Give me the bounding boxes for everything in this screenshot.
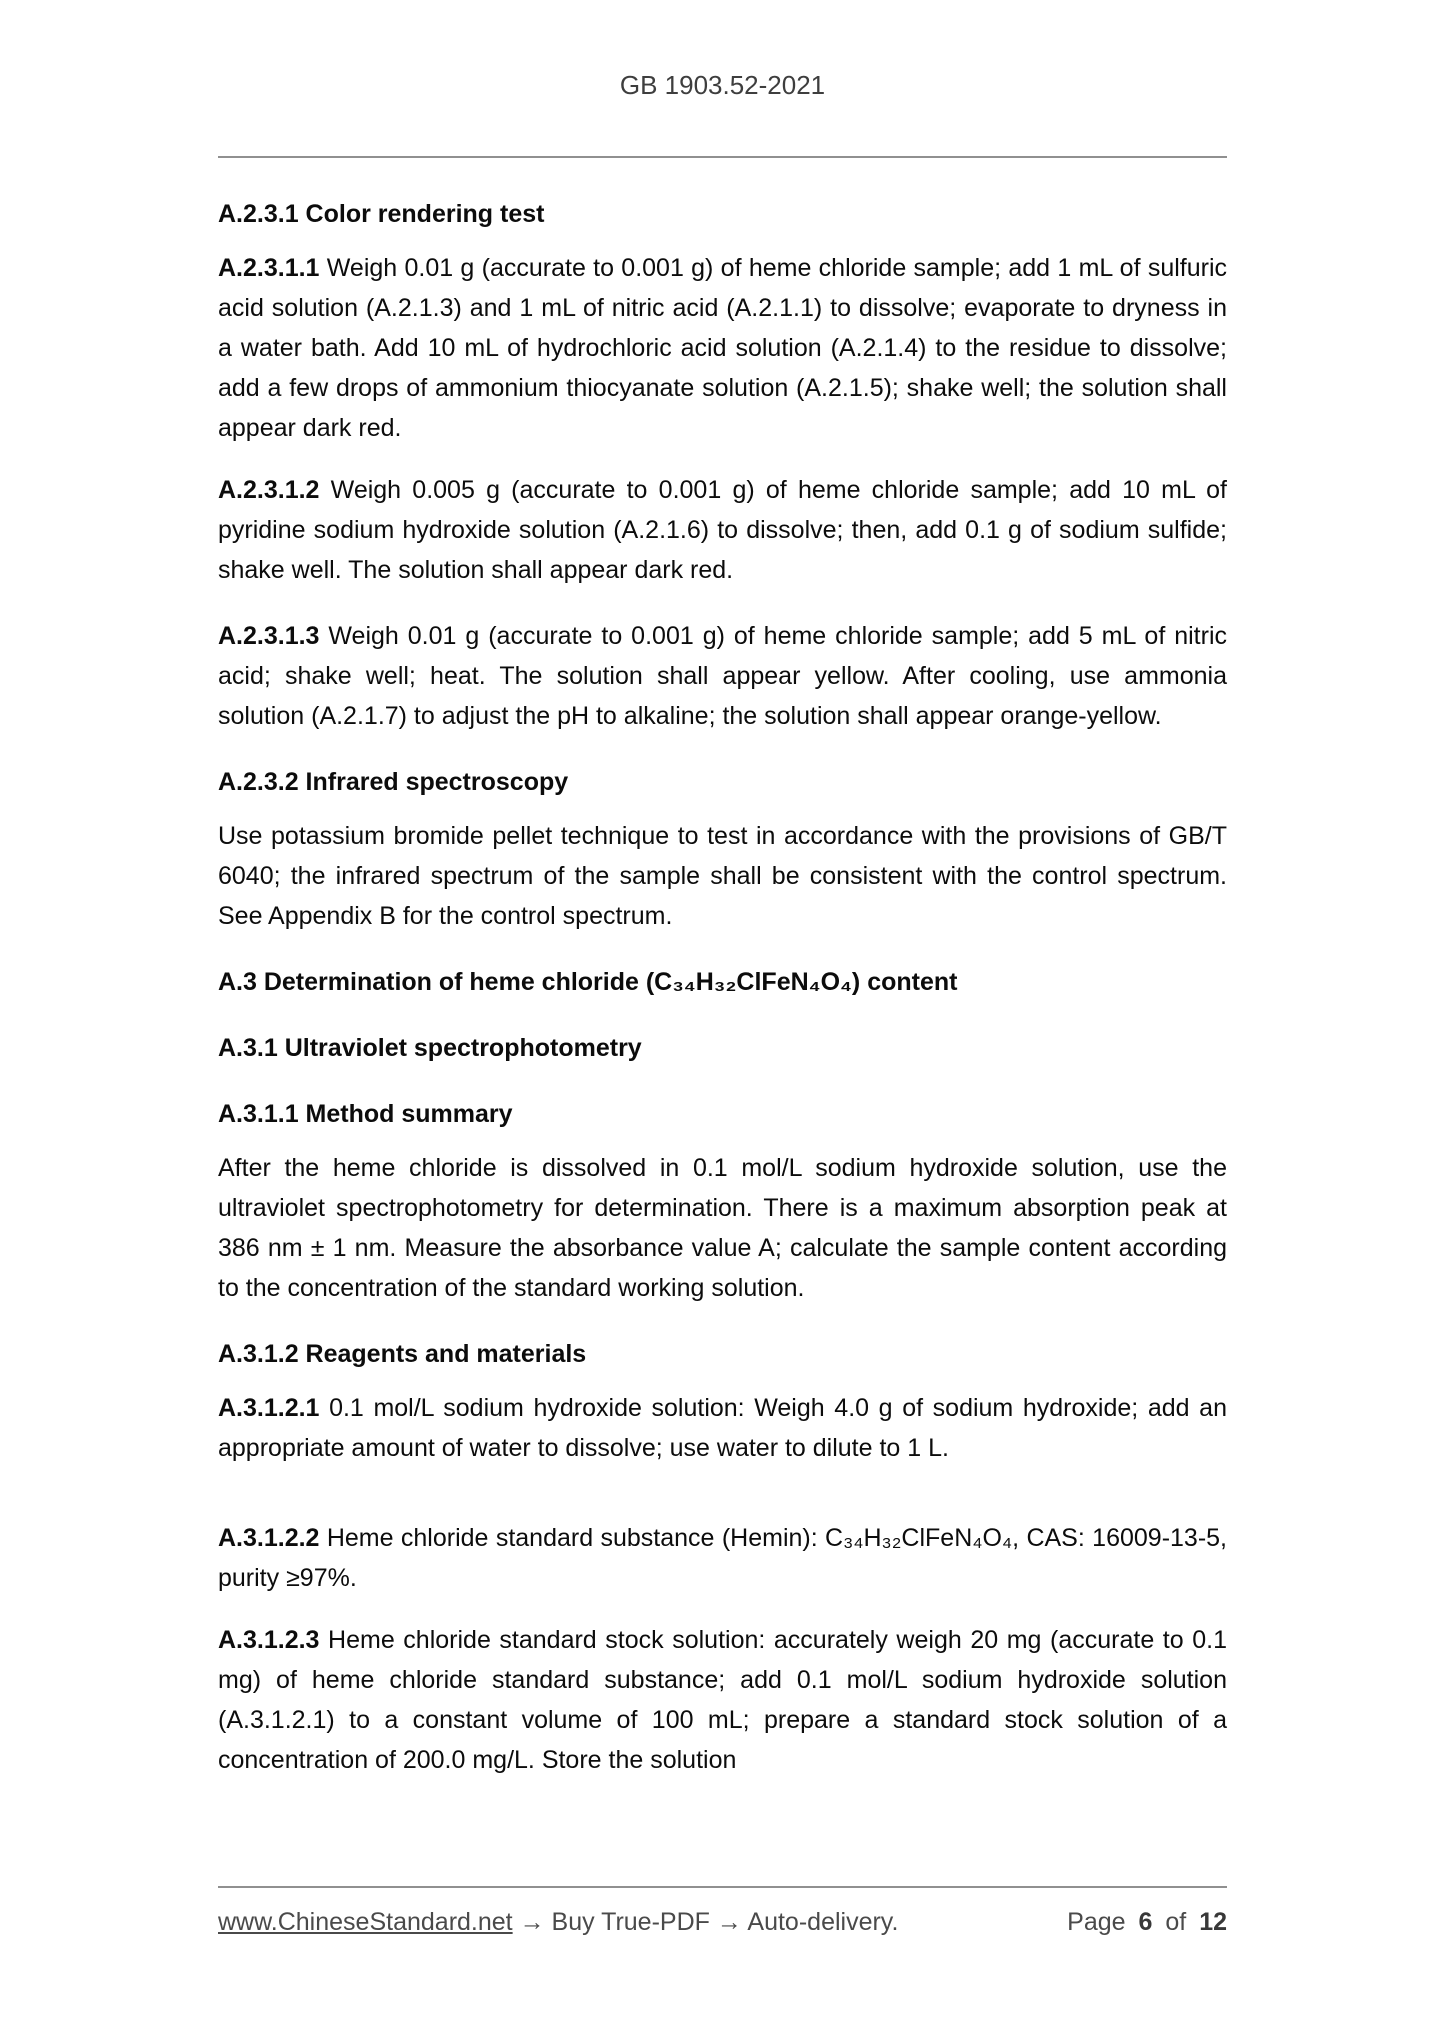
site-link[interactable]: www.ChineseStandard.net — [218, 1908, 513, 1936]
section-heading-a311: A.3.1.1 Method summary — [218, 1100, 513, 1128]
document-page — [218, 0, 1227, 1780]
paragraph-method-summary: After the heme chloride is dissolved in 0.1 mol/L sodium hydroxide solution, use the ultraviolet spectrophotometry for determination. There is a maximum absorption peak at 386 nm ± 1 nm. Measure the absorbance value A; calculate the sample content according to the concentration of the standard working solution. — [218, 1154, 1227, 1302]
footer-rule — [218, 1886, 1227, 1888]
clause-paragraph-a2312 — [218, 470, 1227, 590]
document-body — [218, 194, 1227, 1780]
footer-tagline — [218, 1906, 898, 1938]
section-heading-a231: A.2.3.1 Color rendering test — [218, 200, 545, 228]
doc-number: GB 1903.52-2021 — [619, 70, 826, 100]
section-heading-a3: A.3 Determination of heme chloride (C₃₄H₃₂ClFeN₄O₄) content — [218, 968, 958, 996]
clause-paragraph-a3122 — [218, 1518, 1227, 1598]
clause-paragraph-a2311 — [218, 248, 1227, 448]
page-footer — [218, 1886, 1227, 1938]
clause-text: 0.1 mol/L sodium hydroxide solution: Weigh 4.0 g of sodium hydroxide; add an appropriate amount of water to dissolve; use water to dilute to 1 L. — [218, 1394, 1227, 1462]
clause-text: Weigh 0.01 g (accurate to 0.001 g) of heme chloride sample; add 1 mL of sulfuric acid solution (A.2.1.3) and 1 mL of nitric acid (A.2.1.1) to dissolve; evaporate to dryness in a water bath. Add 10 mL of hydrochloric acid solution (A.2.1.4) to the residue to dissolve; add a few drops of ammonium thiocyanate solution (A.2.1.5); shake well; the solution shall appear dark red. — [218, 254, 1228, 442]
section-heading-a232: A.2.3.2 Infrared spectroscopy — [218, 768, 569, 796]
clause-number: A.2.3.1.3 — [218, 622, 320, 650]
clause-number: A.3.1.2.1 — [218, 1394, 320, 1422]
clause-paragraph-a2313 — [218, 616, 1227, 736]
clause-text: Weigh 0.005 g (accurate to 0.001 g) of heme chloride sample; add 10 mL of pyridine sodium hydroxide solution (A.2.1.6) to dissolve; then, add 0.1 g of sodium sulfide; shake well. The solution shall appear dark red. — [218, 476, 1227, 584]
clause-text: Heme chloride standard stock solution: accurately weigh 20 mg (accurate to 0.1 mg) of heme chloride standard substance; add 0.1 mol/L sodium hydroxide solution (A.3.1.2.1) to a constant volume of 100 mL; prepare a standard stock solution of a concentration of 200.0 mg/L. Store the solution — [218, 1626, 1227, 1774]
section-heading-a31: A.3.1 Ultraviolet spectrophotometry — [218, 1034, 642, 1062]
page-current: 6 — [1138, 1908, 1153, 1936]
section-heading-a312: A.3.1.2 Reagents and materials — [218, 1340, 587, 1368]
page-label: Page — [1067, 1908, 1126, 1936]
footer-tagline-text: → Buy True-PDF → Auto-delivery. — [519, 1908, 899, 1936]
clause-paragraph-a3121 — [218, 1388, 1227, 1468]
page-of: of — [1165, 1908, 1187, 1936]
clause-text: Weigh 0.01 g (accurate to 0.001 g) of heme chloride sample; add 5 mL of nitric acid; shake well; heat. The solution shall appear yellow. After cooling, use ammonia solution (A.2.1.7) to adjust the pH to alkaline; the solution shall appear orange-yellow. — [218, 622, 1227, 730]
clause-number: A.3.1.2.2 — [218, 1524, 320, 1552]
clause-number: A.2.3.1.2 — [218, 476, 320, 504]
page-total: 12 — [1199, 1908, 1227, 1936]
header-rule — [218, 156, 1227, 158]
page-header — [218, 0, 1227, 158]
page-indicator — [1067, 1906, 1227, 1938]
paragraph-infrared: Use potassium bromide pellet technique to test in accordance with the provisions of GB/T 6040; the infrared spectrum of the sample shall be consistent with the control spectrum. See Appendix B for the control spectrum. — [218, 822, 1227, 930]
clause-text: Heme chloride standard substance (Hemin): C₃₄H₃₂ClFeN₄O₄, CAS: 16009-13-5, purity ≥97%. — [218, 1524, 1227, 1592]
clause-number: A.2.3.1.1 — [218, 254, 320, 282]
clause-number: A.3.1.2.3 — [218, 1626, 320, 1654]
clause-paragraph-a3123 — [218, 1620, 1227, 1780]
